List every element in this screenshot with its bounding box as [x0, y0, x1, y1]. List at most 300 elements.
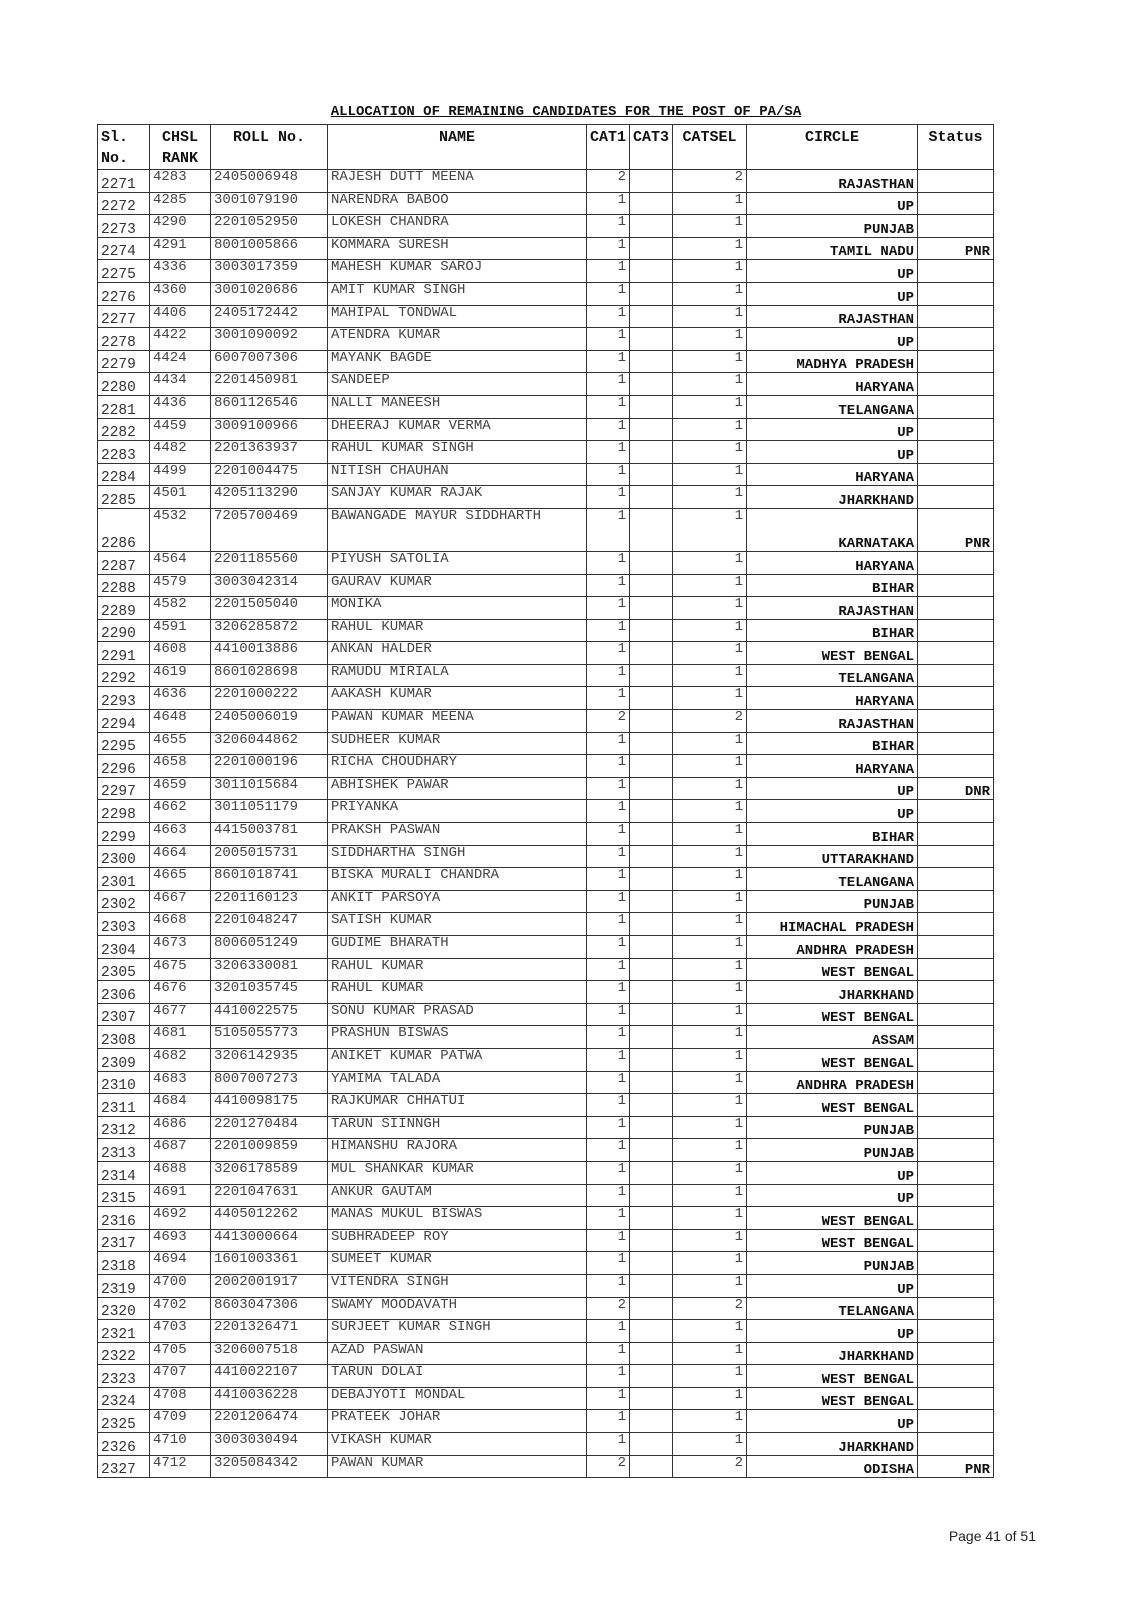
cell-name: PAWAN KUMAR — [328, 1455, 587, 1478]
cell-sl: 2294 — [98, 710, 150, 733]
cell-sl: 2297 — [98, 777, 150, 800]
cell-name: ANKUR GAUTAM — [328, 1184, 587, 1207]
cell-cat1: 1 — [587, 777, 630, 800]
cell-rank: 4662 — [150, 800, 211, 823]
cell-rank: 4655 — [150, 732, 211, 755]
cell-catsel: 1 — [673, 687, 747, 710]
cell-rank: 4336 — [150, 260, 211, 283]
table-row — [98, 282, 994, 305]
cell-rank: 4681 — [150, 1026, 211, 1049]
table-row — [98, 170, 994, 193]
cell-status — [918, 1365, 994, 1388]
cell-rank: 4712 — [150, 1455, 211, 1478]
cell-circle: ANDHRA PRADESH — [747, 1071, 918, 1094]
cell-cat1: 1 — [587, 551, 630, 574]
cell-roll: 3205084342 — [211, 1455, 328, 1478]
cell-roll: 2201270484 — [211, 1116, 328, 1139]
cell-circle: UP — [747, 1274, 918, 1297]
cell-sl: 2309 — [98, 1048, 150, 1071]
cell-sl: 2299 — [98, 823, 150, 846]
cell-roll: 3206285872 — [211, 619, 328, 642]
cell-cat3 — [630, 687, 673, 710]
cell-status — [918, 1342, 994, 1365]
cell-status — [918, 664, 994, 687]
cell-cat1: 1 — [587, 260, 630, 283]
cell-name: NITISH CHAUHAN — [328, 463, 587, 486]
cell-circle: UP — [747, 1410, 918, 1433]
cell-cat3 — [630, 508, 673, 551]
cell-roll: 3206142935 — [211, 1048, 328, 1071]
cell-circle: TELANGANA — [747, 1297, 918, 1320]
cell-name: ANIKET KUMAR PATWA — [328, 1048, 587, 1071]
cell-cat1: 1 — [587, 958, 630, 981]
cell-status — [918, 981, 994, 1004]
cell-rank: 4667 — [150, 890, 211, 913]
cell-name: GUDIME BHARATH — [328, 936, 587, 959]
cell-catsel: 1 — [673, 1365, 747, 1388]
cell-circle: BIHAR — [747, 732, 918, 755]
cell-circle: KARNATAKA — [747, 508, 918, 551]
cell-roll: 2005015731 — [211, 845, 328, 868]
cell-sl: 2308 — [98, 1026, 150, 1049]
cell-cat3 — [630, 936, 673, 959]
cell-roll: 2201052950 — [211, 215, 328, 238]
cell-cat1: 1 — [587, 305, 630, 328]
cell-sl: 2322 — [98, 1342, 150, 1365]
cell-roll: 2201000196 — [211, 755, 328, 778]
cell-roll: 3001020686 — [211, 282, 328, 305]
cell-roll: 8601018741 — [211, 868, 328, 891]
cell-sl: 2307 — [98, 1003, 150, 1026]
cell-rank: 4360 — [150, 282, 211, 305]
table-row — [98, 981, 994, 1004]
table-row — [98, 350, 994, 373]
cell-circle: PUNJAB — [747, 1139, 918, 1162]
cell-catsel: 1 — [673, 192, 747, 215]
cell-roll: 3206330081 — [211, 958, 328, 981]
cell-name: SUDHEER KUMAR — [328, 732, 587, 755]
cell-sl: 2320 — [98, 1297, 150, 1320]
table-row — [98, 619, 994, 642]
cell-cat1: 1 — [587, 664, 630, 687]
cell-cat3 — [630, 981, 673, 1004]
table-row — [98, 1320, 994, 1343]
cell-roll: 2201206474 — [211, 1410, 328, 1433]
cell-status — [918, 170, 994, 193]
cell-rank: 4422 — [150, 328, 211, 351]
table-row — [98, 1252, 994, 1275]
cell-roll: 2201000222 — [211, 687, 328, 710]
cell-name: AMIT KUMAR SINGH — [328, 282, 587, 305]
table-row — [98, 800, 994, 823]
cell-cat3 — [630, 1365, 673, 1388]
cell-name: NARENDRA BABOO — [328, 192, 587, 215]
cell-sl: 2278 — [98, 328, 150, 351]
table-row — [98, 1387, 994, 1410]
cell-rank: 4673 — [150, 936, 211, 959]
cell-status — [918, 215, 994, 238]
cell-sl: 2286 — [98, 508, 150, 551]
cell-roll: 2002001917 — [211, 1274, 328, 1297]
cell-roll: 8603047306 — [211, 1297, 328, 1320]
cell-circle: JHARKHAND — [747, 1433, 918, 1456]
cell-name: DHEERAJ KUMAR VERMA — [328, 418, 587, 441]
cell-catsel: 1 — [673, 328, 747, 351]
cell-sl: 2316 — [98, 1207, 150, 1230]
cell-rank: 4710 — [150, 1433, 211, 1456]
cell-name: VITENDRA SINGH — [328, 1274, 587, 1297]
cell-cat1: 1 — [587, 755, 630, 778]
cell-cat1: 1 — [587, 1003, 630, 1026]
cell-sl: 2317 — [98, 1229, 150, 1252]
cell-circle: WEST BENGAL — [747, 1387, 918, 1410]
table-row — [98, 1410, 994, 1433]
table-row — [98, 1229, 994, 1252]
cell-catsel: 1 — [673, 350, 747, 373]
table-row — [98, 486, 994, 509]
cell-circle: JHARKHAND — [747, 486, 918, 509]
cell-cat3 — [630, 1048, 673, 1071]
cell-cat3 — [630, 619, 673, 642]
cell-status — [918, 755, 994, 778]
cell-rank: 4703 — [150, 1320, 211, 1343]
cell-cat1: 1 — [587, 981, 630, 1004]
cell-catsel: 1 — [673, 958, 747, 981]
table-row — [98, 1455, 994, 1478]
page-number: Page 41 of 51 — [948, 1528, 1036, 1544]
cell-name: BISKA MURALI CHANDRA — [328, 868, 587, 891]
cell-cat3 — [630, 1342, 673, 1365]
cell-rank: 4707 — [150, 1365, 211, 1388]
cell-roll: 2201505040 — [211, 597, 328, 620]
cell-catsel: 1 — [673, 395, 747, 418]
table-row — [98, 1342, 994, 1365]
table-row — [98, 1161, 994, 1184]
cell-roll: 8601028698 — [211, 664, 328, 687]
cell-sl: 2311 — [98, 1094, 150, 1117]
cell-cat3 — [630, 1161, 673, 1184]
cell-cat3 — [630, 328, 673, 351]
cell-cat1: 1 — [587, 192, 630, 215]
cell-cat3 — [630, 486, 673, 509]
cell-sl: 2293 — [98, 687, 150, 710]
cell-cat3 — [630, 890, 673, 913]
cell-catsel: 1 — [673, 441, 747, 464]
cell-roll: 2201047631 — [211, 1184, 328, 1207]
cell-name: LOKESH CHANDRA — [328, 215, 587, 238]
cell-status: DNR — [918, 777, 994, 800]
cell-cat3 — [630, 1274, 673, 1297]
cell-catsel: 1 — [673, 868, 747, 891]
cell-sl: 2296 — [98, 755, 150, 778]
cell-cat3 — [630, 777, 673, 800]
cell-cat3 — [630, 1184, 673, 1207]
allocation-table — [97, 124, 994, 1478]
cell-rank: 4459 — [150, 418, 211, 441]
cell-catsel: 1 — [673, 1048, 747, 1071]
cell-circle: BIHAR — [747, 823, 918, 846]
cell-cat3 — [630, 215, 673, 238]
cell-circle: UP — [747, 418, 918, 441]
cell-sl: 2325 — [98, 1410, 150, 1433]
table-row — [98, 1116, 994, 1139]
cell-status — [918, 1116, 994, 1139]
cell-catsel: 1 — [673, 486, 747, 509]
cell-roll: 8001005866 — [211, 237, 328, 260]
cell-status — [918, 823, 994, 846]
cell-sl: 2290 — [98, 619, 150, 642]
cell-circle: RAJASTHAN — [747, 710, 918, 733]
cell-status — [918, 890, 994, 913]
cell-cat1: 2 — [587, 710, 630, 733]
cell-status — [918, 619, 994, 642]
cell-name: PRASHUN BISWAS — [328, 1026, 587, 1049]
cell-name: RAMUDU MIRIALA — [328, 664, 587, 687]
cell-cat1: 1 — [587, 1139, 630, 1162]
cell-status — [918, 1094, 994, 1117]
cell-circle: WEST BENGAL — [747, 1229, 918, 1252]
cell-cat3 — [630, 373, 673, 396]
cell-catsel: 1 — [673, 1207, 747, 1230]
cell-name: PIYUSH SATOLIA — [328, 551, 587, 574]
cell-rank: 4709 — [150, 1410, 211, 1433]
cell-rank: 4668 — [150, 913, 211, 936]
cell-name: RICHA CHOUDHARY — [328, 755, 587, 778]
cell-cat1: 2 — [587, 1297, 630, 1320]
cell-circle: UTTARAKHAND — [747, 845, 918, 868]
cell-catsel: 1 — [673, 305, 747, 328]
cell-sl: 2319 — [98, 1274, 150, 1297]
table-row — [98, 395, 994, 418]
cell-rank: 4283 — [150, 170, 211, 193]
cell-cat1: 1 — [587, 508, 630, 551]
table-row — [98, 1274, 994, 1297]
cell-circle: UP — [747, 777, 918, 800]
cell-rank: 4501 — [150, 486, 211, 509]
cell-circle: HARYANA — [747, 551, 918, 574]
cell-cat1: 1 — [587, 373, 630, 396]
cell-catsel: 1 — [673, 1274, 747, 1297]
cell-cat3 — [630, 260, 673, 283]
cell-rank: 4702 — [150, 1297, 211, 1320]
cell-roll: 4410022107 — [211, 1365, 328, 1388]
cell-cat1: 2 — [587, 170, 630, 193]
cell-catsel: 1 — [673, 642, 747, 665]
table-row — [98, 936, 994, 959]
cell-name: ATENDRA KUMAR — [328, 328, 587, 351]
cell-sl: 2295 — [98, 732, 150, 755]
cell-roll: 3003030494 — [211, 1433, 328, 1456]
cell-sl: 2280 — [98, 373, 150, 396]
cell-name: PRAKSH PASWAN — [328, 823, 587, 846]
cell-sl: 2275 — [98, 260, 150, 283]
cell-roll: 4405012262 — [211, 1207, 328, 1230]
cell-cat1: 1 — [587, 463, 630, 486]
cell-name: SANDEEP — [328, 373, 587, 396]
cell-name: SANJAY KUMAR RAJAK — [328, 486, 587, 509]
cell-sl: 2318 — [98, 1252, 150, 1275]
cell-status: PNR — [918, 1455, 994, 1478]
cell-catsel: 1 — [673, 237, 747, 260]
cell-roll: 3011015684 — [211, 777, 328, 800]
table-row — [98, 1433, 994, 1456]
cell-cat1: 1 — [587, 1342, 630, 1365]
cell-name: PRATEEK JOHAR — [328, 1410, 587, 1433]
cell-status — [918, 710, 994, 733]
cell-rank: 4406 — [150, 305, 211, 328]
cell-name: ANKAN HALDER — [328, 642, 587, 665]
cell-rank: 4648 — [150, 710, 211, 733]
cell-circle: WEST BENGAL — [747, 1365, 918, 1388]
cell-rank: 4684 — [150, 1094, 211, 1117]
cell-cat1: 1 — [587, 800, 630, 823]
cell-roll: 3001090092 — [211, 328, 328, 351]
cell-roll: 3206007518 — [211, 1342, 328, 1365]
cell-sl: 2291 — [98, 642, 150, 665]
cell-name: DEBAJYOTI MONDAL — [328, 1387, 587, 1410]
cell-roll: 3003017359 — [211, 260, 328, 283]
cell-catsel: 1 — [673, 777, 747, 800]
table-row — [98, 1048, 994, 1071]
cell-circle: BIHAR — [747, 619, 918, 642]
cell-cat1: 1 — [587, 395, 630, 418]
cell-catsel: 1 — [673, 215, 747, 238]
cell-status — [918, 732, 994, 755]
cell-catsel: 1 — [673, 800, 747, 823]
cell-roll: 4410036228 — [211, 1387, 328, 1410]
header-catsel: CATSEL — [673, 125, 747, 170]
cell-circle: WEST BENGAL — [747, 958, 918, 981]
cell-circle: PUNJAB — [747, 1116, 918, 1139]
cell-catsel: 1 — [673, 913, 747, 936]
cell-cat1: 1 — [587, 1410, 630, 1433]
cell-rank: 4675 — [150, 958, 211, 981]
cell-cat3 — [630, 1433, 673, 1456]
header-row — [98, 125, 994, 170]
cell-name: SURJEET KUMAR SINGH — [328, 1320, 587, 1343]
header-name: NAME — [328, 125, 587, 170]
cell-cat1: 1 — [587, 1048, 630, 1071]
cell-cat3 — [630, 192, 673, 215]
cell-circle: UP — [747, 1184, 918, 1207]
table-row — [98, 777, 994, 800]
cell-circle: HARYANA — [747, 687, 918, 710]
cell-cat1: 1 — [587, 687, 630, 710]
cell-sl: 2284 — [98, 463, 150, 486]
cell-roll: 4410022575 — [211, 1003, 328, 1026]
cell-cat1: 1 — [587, 868, 630, 891]
cell-catsel: 1 — [673, 1003, 747, 1026]
cell-cat3 — [630, 1252, 673, 1275]
cell-roll: 3011051179 — [211, 800, 328, 823]
cell-sl: 2323 — [98, 1365, 150, 1388]
cell-sl: 2306 — [98, 981, 150, 1004]
cell-circle: BIHAR — [747, 574, 918, 597]
cell-name: AAKASH KUMAR — [328, 687, 587, 710]
cell-catsel: 1 — [673, 574, 747, 597]
cell-cat1: 1 — [587, 936, 630, 959]
cell-sl: 2300 — [98, 845, 150, 868]
cell-name: SUBHRADEEP ROY — [328, 1229, 587, 1252]
cell-roll: 3201035745 — [211, 981, 328, 1004]
cell-name: VIKASH KUMAR — [328, 1433, 587, 1456]
cell-name: KOMMARA SURESH — [328, 237, 587, 260]
cell-name: RAJESH DUTT MEENA — [328, 170, 587, 193]
cell-status: PNR — [918, 237, 994, 260]
cell-roll: 4205113290 — [211, 486, 328, 509]
cell-rank: 4708 — [150, 1387, 211, 1410]
cell-roll: 4413000664 — [211, 1229, 328, 1252]
cell-cat1: 1 — [587, 597, 630, 620]
cell-status: PNR — [918, 508, 994, 551]
cell-sl: 2283 — [98, 441, 150, 464]
cell-circle: WEST BENGAL — [747, 1003, 918, 1026]
cell-catsel: 1 — [673, 1410, 747, 1433]
cell-catsel: 1 — [673, 551, 747, 574]
cell-name: RAHUL KUMAR — [328, 981, 587, 1004]
cell-rank: 4564 — [150, 551, 211, 574]
cell-catsel: 1 — [673, 1139, 747, 1162]
cell-circle: HARYANA — [747, 755, 918, 778]
cell-circle: ANDHRA PRADESH — [747, 936, 918, 959]
table-row — [98, 732, 994, 755]
cell-status — [918, 1071, 994, 1094]
cell-cat3 — [630, 1229, 673, 1252]
table-row — [98, 958, 994, 981]
cell-catsel: 1 — [673, 1433, 747, 1456]
cell-roll: 3206178589 — [211, 1161, 328, 1184]
table-row — [98, 305, 994, 328]
table-row — [98, 1139, 994, 1162]
cell-rank: 4693 — [150, 1229, 211, 1252]
cell-roll: 1601003361 — [211, 1252, 328, 1275]
cell-roll: 2201048247 — [211, 913, 328, 936]
table-row — [98, 710, 994, 733]
cell-name: MAHESH KUMAR SAROJ — [328, 260, 587, 283]
cell-rank: 4482 — [150, 441, 211, 464]
cell-circle: TELANGANA — [747, 868, 918, 891]
cell-cat1: 1 — [587, 1071, 630, 1094]
cell-rank: 4677 — [150, 1003, 211, 1026]
cell-roll: 3003042314 — [211, 574, 328, 597]
cell-cat3 — [630, 732, 673, 755]
cell-sl: 2327 — [98, 1455, 150, 1478]
table-row — [98, 1365, 994, 1388]
cell-sl: 2288 — [98, 574, 150, 597]
header-circle: CIRCLE — [747, 125, 918, 170]
table-row — [98, 237, 994, 260]
cell-status — [918, 328, 994, 351]
cell-name: TARUN SIINNGH — [328, 1116, 587, 1139]
cell-status — [918, 1207, 994, 1230]
cell-status — [918, 1003, 994, 1026]
cell-sl: 2279 — [98, 350, 150, 373]
cell-cat3 — [630, 664, 673, 687]
cell-sl: 2274 — [98, 237, 150, 260]
cell-cat1: 1 — [587, 1320, 630, 1343]
cell-roll: 2201004475 — [211, 463, 328, 486]
cell-cat3 — [630, 1297, 673, 1320]
table-row — [98, 1207, 994, 1230]
cell-rank: 4682 — [150, 1048, 211, 1071]
table-row — [98, 823, 994, 846]
cell-sl: 2281 — [98, 395, 150, 418]
cell-sl: 2304 — [98, 936, 150, 959]
cell-rank: 4436 — [150, 395, 211, 418]
cell-circle: TELANGANA — [747, 664, 918, 687]
cell-cat3 — [630, 642, 673, 665]
table-row — [98, 755, 994, 778]
